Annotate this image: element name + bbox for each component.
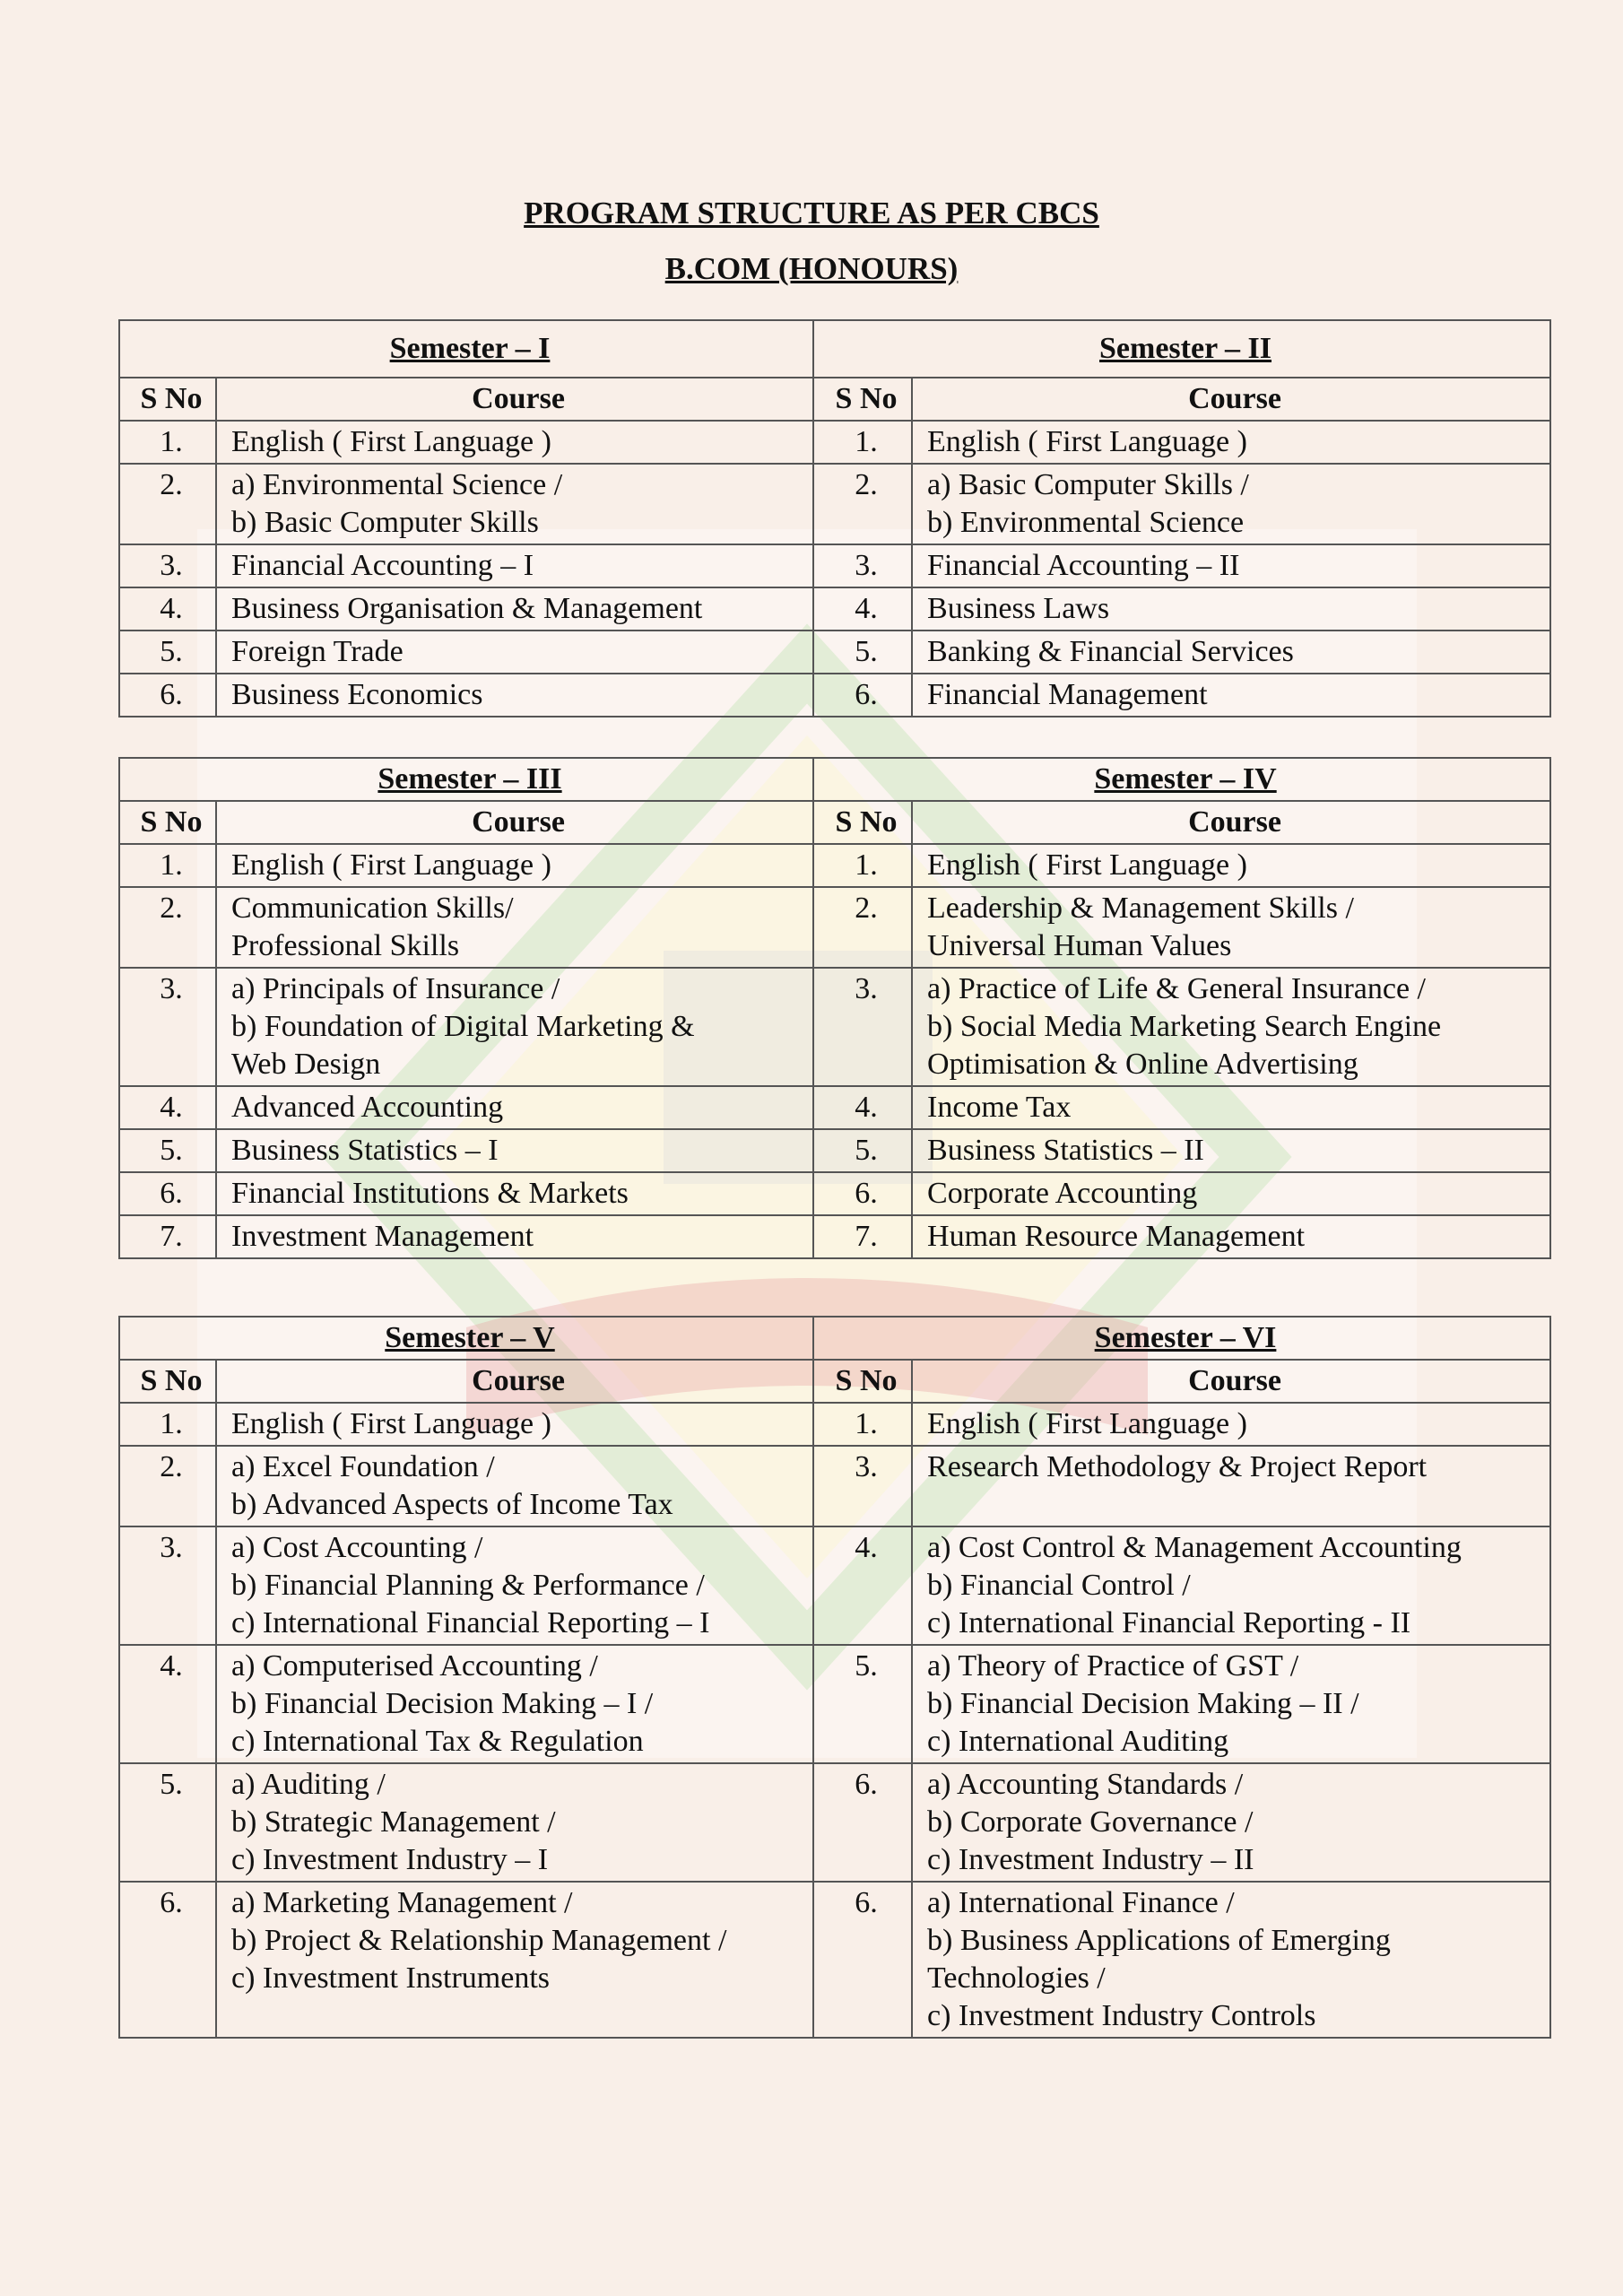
- course-name: Corporate Accounting: [912, 1172, 1550, 1215]
- semester-header-left: Semester – I: [119, 320, 813, 378]
- serial-number: 1.: [813, 1403, 912, 1446]
- serial-number: 3.: [813, 544, 912, 587]
- table-row: [119, 1882, 1550, 2038]
- course-name: Communication Skills/ Professional Skills: [216, 887, 813, 968]
- course-name: a) Accounting Standards / b) Corporate Governance / c) Investment Industry – II: [912, 1763, 1550, 1882]
- course-name: a) Theory of Practice of GST / b) Financial Decision Making – II / c) International Auditing: [912, 1645, 1550, 1763]
- course-name: Business Organisation & Management: [216, 587, 813, 631]
- serial-number: 4.: [813, 587, 912, 631]
- semester-header-right: Semester – IV: [813, 758, 1550, 801]
- table-row: [119, 1763, 1550, 1882]
- column-header-row: [119, 1360, 1550, 1403]
- column-header-sno: S No: [119, 801, 216, 844]
- serial-number: 7.: [813, 1215, 912, 1258]
- serial-number: 6.: [119, 674, 216, 717]
- course-name: Banking & Financial Services: [912, 631, 1550, 674]
- course-name: a) Environmental Science / b) Basic Computer Skills: [216, 464, 813, 544]
- serial-number: 6.: [119, 1172, 216, 1215]
- serial-number: 5.: [813, 631, 912, 674]
- serial-number: 5.: [119, 1763, 216, 1882]
- table-row: [119, 1172, 1550, 1215]
- column-header-sno: S No: [119, 378, 216, 421]
- serial-number: 5.: [813, 1129, 912, 1172]
- course-name: English ( First Language ): [912, 844, 1550, 887]
- course-name: Financial Management: [912, 674, 1550, 717]
- semester-5-6-table: [118, 1316, 1551, 2039]
- column-header-sno: S No: [119, 1360, 216, 1403]
- table-row: [119, 544, 1550, 587]
- column-header-course: Course: [912, 378, 1550, 421]
- column-header-course: Course: [216, 801, 813, 844]
- course-name: Business Statistics – I: [216, 1129, 813, 1172]
- semester-header-row: [119, 1317, 1550, 1360]
- semester-header-row: [119, 320, 1550, 378]
- course-name: English ( First Language ): [216, 1403, 813, 1446]
- serial-number: 4.: [119, 587, 216, 631]
- table-row: [119, 1645, 1550, 1763]
- page-subtitle: B.COM (HONOURS): [664, 251, 959, 286]
- course-name: Research Methodology & Project Report: [912, 1446, 1550, 1526]
- serial-number: 1.: [119, 421, 216, 464]
- serial-number: 4.: [813, 1086, 912, 1129]
- course-name: a) Marketing Management / b) Project & Relationship Management / c) Investment Instruments: [216, 1882, 813, 2038]
- course-name: Business Statistics – II: [912, 1129, 1550, 1172]
- course-name: a) Cost Accounting / b) Financial Planning & Performance / c) International Financial Reporting – I: [216, 1526, 813, 1645]
- serial-number: 2.: [813, 464, 912, 544]
- course-name: a) Cost Control & Management Accounting b) Financial Control / c) International Financial Reporting - II: [912, 1526, 1550, 1645]
- table-row: [119, 844, 1550, 887]
- course-name: Financial Accounting – II: [912, 544, 1550, 587]
- course-name: a) Basic Computer Skills / b) Environmental Science: [912, 464, 1550, 544]
- serial-number: 3.: [119, 1526, 216, 1645]
- table-row: [119, 631, 1550, 674]
- serial-number: 2.: [119, 1446, 216, 1526]
- column-header-sno: S No: [813, 1360, 912, 1403]
- course-name: a) Auditing / b) Strategic Management / c) Investment Industry – I: [216, 1763, 813, 1882]
- serial-number: 6.: [813, 1882, 912, 2038]
- table-row: [119, 1446, 1550, 1526]
- serial-number: 3.: [813, 968, 912, 1086]
- course-name: Business Laws: [912, 587, 1550, 631]
- course-name: Leadership & Management Skills / Universal Human Values: [912, 887, 1550, 968]
- serial-number: 2.: [119, 464, 216, 544]
- serial-number: 5.: [119, 1129, 216, 1172]
- course-name: a) International Finance / b) Business Applications of Emerging Technologies / c) Investment Industry Controls: [912, 1882, 1550, 2038]
- column-header-row: [119, 378, 1550, 421]
- course-name: Income Tax: [912, 1086, 1550, 1129]
- serial-number: 2.: [813, 887, 912, 968]
- serial-number: 1.: [119, 844, 216, 887]
- column-header-row: [119, 801, 1550, 844]
- serial-number: 4.: [119, 1086, 216, 1129]
- table-row: [119, 1129, 1550, 1172]
- serial-number: 5.: [813, 1645, 912, 1763]
- semester-3-4-table: [118, 757, 1551, 1259]
- column-header-course: Course: [216, 378, 813, 421]
- table-row: [119, 1215, 1550, 1258]
- column-header-course: Course: [216, 1360, 813, 1403]
- course-name: a) Practice of Life & General Insurance / b) Social Media Marketing Search Engine Optimisation & Online Advertising: [912, 968, 1550, 1086]
- serial-number: 3.: [119, 968, 216, 1086]
- serial-number: 1.: [813, 421, 912, 464]
- column-header-course: Course: [912, 1360, 1550, 1403]
- table-row: [119, 464, 1550, 544]
- serial-number: 4.: [813, 1526, 912, 1645]
- course-name: English ( First Language ): [216, 844, 813, 887]
- serial-number: 3.: [813, 1446, 912, 1526]
- table-row: [119, 587, 1550, 631]
- table-row: [119, 1086, 1550, 1129]
- serial-number: 6.: [813, 1172, 912, 1215]
- course-name: English ( First Language ): [912, 421, 1550, 464]
- serial-number: 6.: [813, 1763, 912, 1882]
- semester-header-left: Semester – V: [119, 1317, 813, 1360]
- table-row: [119, 887, 1550, 968]
- semester-header-right: Semester – VI: [813, 1317, 1550, 1360]
- semester-header-left: Semester – III: [119, 758, 813, 801]
- course-name: a) Principals of Insurance / b) Foundation of Digital Marketing & Web Design: [216, 968, 813, 1086]
- course-name: Foreign Trade: [216, 631, 813, 674]
- table-row: [119, 1403, 1550, 1446]
- table-row: [119, 968, 1550, 1086]
- semester-1-2-table: [118, 319, 1551, 718]
- course-name: Financial Institutions & Markets: [216, 1172, 813, 1215]
- serial-number: 2.: [119, 887, 216, 968]
- table-row: [119, 1526, 1550, 1645]
- serial-number: 1.: [813, 844, 912, 887]
- semester-header-row: [119, 758, 1550, 801]
- serial-number: 6.: [119, 1882, 216, 2038]
- course-name: Advanced Accounting: [216, 1086, 813, 1129]
- page-title: PROGRAM STRUCTURE AS PER CBCS: [524, 196, 1099, 230]
- course-name: Business Economics: [216, 674, 813, 717]
- serial-number: 1.: [119, 1403, 216, 1446]
- serial-number: 7.: [119, 1215, 216, 1258]
- course-name: a) Excel Foundation / b) Advanced Aspects of Income Tax: [216, 1446, 813, 1526]
- course-name: Financial Accounting – I: [216, 544, 813, 587]
- serial-number: 4.: [119, 1645, 216, 1763]
- table-row: [119, 674, 1550, 717]
- serial-number: 6.: [813, 674, 912, 717]
- course-name: English ( First Language ): [912, 1403, 1550, 1446]
- serial-number: 3.: [119, 544, 216, 587]
- table-row: [119, 421, 1550, 464]
- column-header-sno: S No: [813, 378, 912, 421]
- course-name: Human Resource Management: [912, 1215, 1550, 1258]
- semester-header-right: Semester – II: [813, 320, 1550, 378]
- column-header-course: Course: [912, 801, 1550, 844]
- serial-number: 5.: [119, 631, 216, 674]
- course-name: English ( First Language ): [216, 421, 813, 464]
- column-header-sno: S No: [813, 801, 912, 844]
- course-name: Investment Management: [216, 1215, 813, 1258]
- course-name: a) Computerised Accounting / b) Financial Decision Making – I / c) International Tax & Regulation: [216, 1645, 813, 1763]
